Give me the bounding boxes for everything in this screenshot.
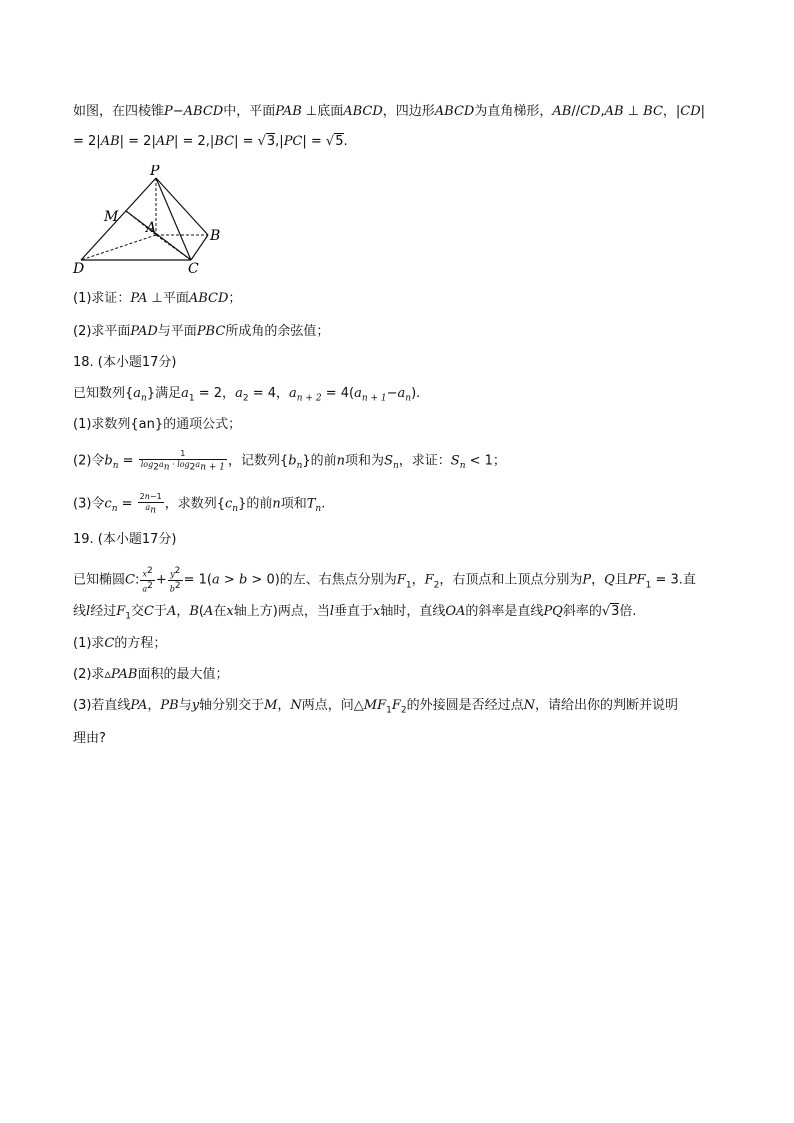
label-C: C: [188, 261, 199, 277]
label-D: D: [73, 261, 85, 277]
p19-question3-line1: (3)若直线PA，PB与y轴分别交于M，N两点，问$\triangle MF_1F_2$的外接圆是否经过点N，请给出你的判断并说明: [73, 698, 679, 716]
p19-stem-line2: 线l经过$F_1$交C于A，B(A在x轴上方)两点，当l垂直于x轴时，直线OA的斜率是直线PQ斜率的√3倍.: [73, 604, 637, 622]
p19-question1: (1)求C的方程；: [73, 636, 167, 651]
label-A: A: [146, 220, 157, 236]
p18-question1: (1)求数列{an}的通项公式；: [73, 417, 242, 432]
p19-header: 19. (本小题17分): [73, 532, 177, 547]
p18-question2: (2)令$b_n$ = $\frac{1}{\log_2a_n \cdot \log_2a_{n + 1}}$ ，记数列$\{b_n\}$的前n项和为$S_n$，求证：$S_n < 1$；: [73, 449, 506, 473]
p18-stem: 已知数列$\{a_n\}$满足$a_1 = 2$，$a_2 = 4$，$a_{n + 2} = 4(a_{n + 1}-a_n)$.: [73, 386, 421, 404]
p18-question3: (3)令$c_n$ = $\frac{2n-1}{a_n}$ ，求数列$\{c_n\}$的前n项和$T_n$.: [73, 492, 326, 516]
p19-question3-line2: 理由?: [73, 731, 106, 746]
p19-question2: (2)求▵PAB面积的最大值；: [73, 667, 229, 682]
label-P: P: [150, 165, 160, 179]
p19-stem-line1: 已知椭圆C: $\frac{x^2}{a^2}$ + $\frac{y^2}{b^2}$ = 1(a > b > 0)的左、右焦点分别为$F_1$，$F_2$，右顶点和上顶点分别为P，Q且$PF_1 = 3$.直: [73, 566, 696, 594]
p17-stem-line2: = 2|AB| = 2|AP| = 2,|BC| = √3,|PC| = √5.: [73, 134, 348, 149]
p17-question2: (2)求平面PAD与平面PBC所成角的余弦值；: [73, 324, 330, 339]
label-M: M: [104, 209, 119, 225]
p18-header: 18. (本小题17分): [73, 355, 177, 370]
p17-stem-line1: 如图，在四棱锥P−ABCD中，平面PAB ⊥底面ABCD，四边形ABCD为直角梯形，AB//CD,AB ⊥ BC，|CD|: [73, 104, 706, 119]
label-B: B: [210, 228, 221, 244]
pyramid-figure: [70, 165, 230, 280]
p17-question1: (1)求证：PA ⊥平面ABCD；: [73, 291, 242, 306]
